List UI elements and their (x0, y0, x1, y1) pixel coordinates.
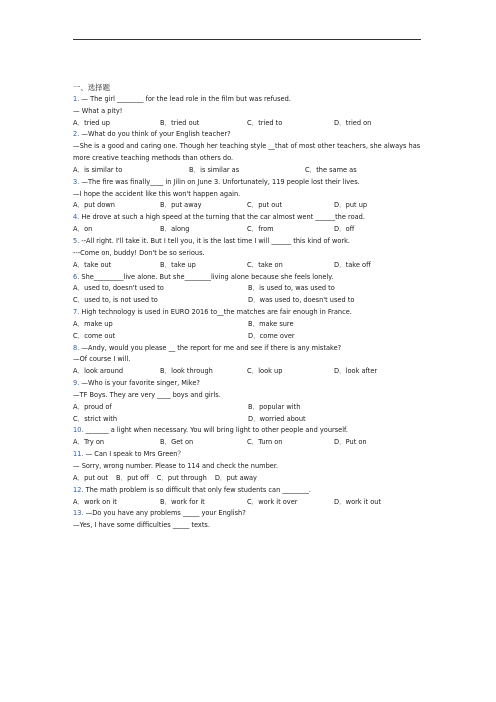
question-text: — What a pity! (73, 106, 123, 115)
header-rule (73, 39, 421, 40)
question-stem (73, 212, 423, 224)
question-line (73, 248, 423, 260)
answer-option[interactable]: D．look after (334, 367, 378, 376)
question-list (73, 82, 423, 532)
question-number: 13. (73, 509, 86, 518)
answer-option[interactable]: B．Get on (160, 438, 194, 447)
options-row (73, 414, 423, 426)
answer-option[interactable]: D．tried on (334, 118, 372, 127)
answer-option[interactable]: A．on (73, 225, 93, 234)
answer-option[interactable]: C．Turn on (247, 438, 283, 447)
question-line (73, 106, 423, 118)
answer-option[interactable]: B．put off (115, 473, 149, 482)
answer-option[interactable]: D．was used to, doesn't used to (248, 296, 355, 305)
question-number: 8. (73, 343, 82, 352)
answer-option[interactable]: D．work it out (334, 497, 382, 506)
answer-option[interactable]: B．along (160, 225, 190, 234)
answer-option[interactable]: A．look around (73, 367, 124, 376)
options-row (73, 165, 423, 177)
question-block (73, 177, 423, 213)
answer-option[interactable]: A．used to, doesn't used to (73, 284, 164, 293)
question-text: —I hope the accident like this won't happen again. (73, 189, 241, 198)
answer-option[interactable]: A．put out (73, 473, 108, 482)
options-row (73, 497, 423, 509)
question-number: 3. (73, 177, 82, 186)
question-block (73, 343, 423, 379)
question-text: — Sorry, wrong number. Please to 114 and check the number. (73, 462, 279, 470)
answer-option[interactable]: C．look up (247, 367, 283, 376)
answer-option[interactable]: B．make sure (248, 319, 294, 328)
answer-option[interactable]: A．put down (73, 201, 115, 210)
question-number: 11. (73, 450, 86, 459)
answer-option[interactable]: C．strict with (73, 414, 118, 423)
answer-option[interactable]: D．take off (334, 260, 371, 269)
question-text: He drove at such a high speed at the turning that the car almost went ______the road. (81, 213, 365, 222)
answer-option[interactable]: A．Try on (73, 438, 105, 447)
question-block (73, 425, 423, 449)
answer-option[interactable]: C．take on (247, 260, 283, 269)
answer-option[interactable]: B．work for it (160, 497, 205, 506)
question-stem (73, 272, 423, 284)
question-block (73, 485, 423, 509)
options-row (73, 331, 423, 343)
answer-option[interactable]: A．tried up (73, 118, 110, 127)
question-line (73, 141, 423, 165)
question-block (73, 129, 423, 176)
question-text: —The fire was finally____ in Jilin on June 3. Unfortunately, 119 people lost their lives. (81, 177, 360, 186)
question-block (73, 236, 423, 272)
answer-option[interactable]: D．put up (334, 201, 368, 210)
options-row (73, 224, 423, 236)
question-number: 5. (73, 236, 82, 245)
question-text: She_________live alone. But she________living alone because she feels lonely. (81, 272, 334, 281)
question-line (73, 354, 423, 366)
question-text: --All right. I'll take it. But I tell you, it is the last time I will ______ this kind of work. (81, 236, 351, 245)
options-row (73, 473, 423, 485)
question-stem (73, 307, 423, 319)
question-text: — Can I speak to Mrs Green？ (85, 450, 185, 459)
answer-option[interactable]: A．is similar to (73, 165, 123, 174)
answer-option[interactable]: C．the same as (305, 165, 357, 174)
question-stem (73, 129, 423, 141)
section-title: 一、选择题 (73, 83, 110, 92)
question-line (73, 390, 423, 402)
question-text: — The girl ________ for the lead role in the film but was refused. (81, 94, 291, 103)
answer-option[interactable]: D．worried about (248, 414, 306, 423)
question-block (73, 378, 423, 425)
question-stem (73, 343, 423, 355)
answer-option[interactable]: C．put out (247, 201, 283, 210)
options-row (73, 295, 423, 307)
question-block (73, 307, 423, 343)
answer-option[interactable]: C．used to, is not used to (73, 296, 158, 305)
question-block (73, 212, 423, 236)
answer-option[interactable]: A．work on it (73, 497, 117, 506)
answer-option[interactable]: A．proud of (73, 402, 112, 411)
answer-option[interactable]: B．is similar as (189, 165, 240, 174)
question-text: —TF Boys. They are very ____ boys and girls. (73, 390, 221, 399)
answer-option[interactable]: D．off (334, 225, 355, 234)
question-text: _______ a light when necessary. You will bring light to other people and yourself. (85, 426, 348, 435)
answer-option[interactable]: B．look through (160, 367, 213, 376)
question-line (73, 520, 423, 532)
question-text: —She is a good and caring one. Though her teaching style __that of most other teachers, she always has more creative teaching methods than others do. (73, 142, 421, 163)
question-text: ---Come on, buddy! Don't be so serious. (73, 248, 205, 257)
question-text: —Of course I will. (73, 355, 131, 364)
options-row (73, 402, 423, 414)
question-block (73, 449, 423, 485)
question-stem (73, 236, 423, 248)
question-text: —What do you think of your English teacher? (81, 130, 231, 139)
question-block (73, 272, 423, 308)
question-number: 9. (73, 379, 82, 388)
question-text: The math problem is so difficult that only few students can ________. (85, 485, 311, 494)
answer-option[interactable]: C．from (247, 225, 274, 234)
options-row (73, 283, 423, 295)
answer-option[interactable]: B．is used to, was used to (248, 284, 335, 293)
question-number: 6. (73, 272, 82, 281)
question-text: High technology is used in EURO 2016 to__the matches are fair enough in France. (81, 308, 352, 317)
question-number: 7. (73, 308, 82, 317)
options-row (73, 319, 423, 331)
question-stem (73, 485, 423, 497)
answer-option[interactable]: C．put through (156, 473, 207, 482)
answer-option[interactable]: C．tried to (247, 118, 283, 127)
answer-option[interactable]: B．tried out (160, 118, 200, 127)
question-stem (73, 425, 423, 437)
question-line (73, 461, 423, 473)
question-stem (73, 378, 423, 390)
answer-option[interactable]: D．Put on (334, 438, 367, 447)
answer-option[interactable]: C．work it over (247, 497, 298, 506)
question-number: 1. (73, 94, 82, 103)
question-stem (73, 177, 423, 189)
options-row (73, 366, 423, 378)
question-number: 4. (73, 213, 82, 222)
options-row (73, 437, 423, 449)
question-number: 12. (73, 485, 86, 494)
question-stem (73, 508, 423, 520)
question-block (73, 508, 423, 532)
question-text: —Do you have any problems _____ your English? (85, 509, 246, 518)
options-row (73, 200, 423, 212)
question-number: 10. (73, 426, 86, 435)
answer-option[interactable]: A．make up (73, 319, 113, 328)
answer-option[interactable]: B．put away (160, 201, 202, 210)
question-text: —Who is your favorite singer, Mike? (81, 379, 200, 388)
answer-option[interactable]: C．come out (73, 331, 116, 340)
question-stem (73, 449, 423, 461)
options-row (73, 118, 423, 130)
question-number: 2. (73, 130, 82, 139)
answer-option[interactable]: A．take out (73, 260, 112, 269)
answer-option[interactable]: B．popular with (248, 402, 301, 411)
answer-option[interactable]: B．take up (160, 260, 196, 269)
answer-option[interactable]: D．put away (214, 473, 257, 482)
question-stem (73, 94, 423, 106)
question-text: —Andy, would you please __ the report for me and see if there is any mistake? (81, 343, 342, 352)
options-row (73, 260, 423, 272)
answer-option[interactable]: D．come over (248, 331, 295, 340)
question-block (73, 94, 423, 130)
question-text: —Yes, I have some difficulties _____ texts. (73, 521, 210, 530)
question-line (73, 189, 423, 201)
